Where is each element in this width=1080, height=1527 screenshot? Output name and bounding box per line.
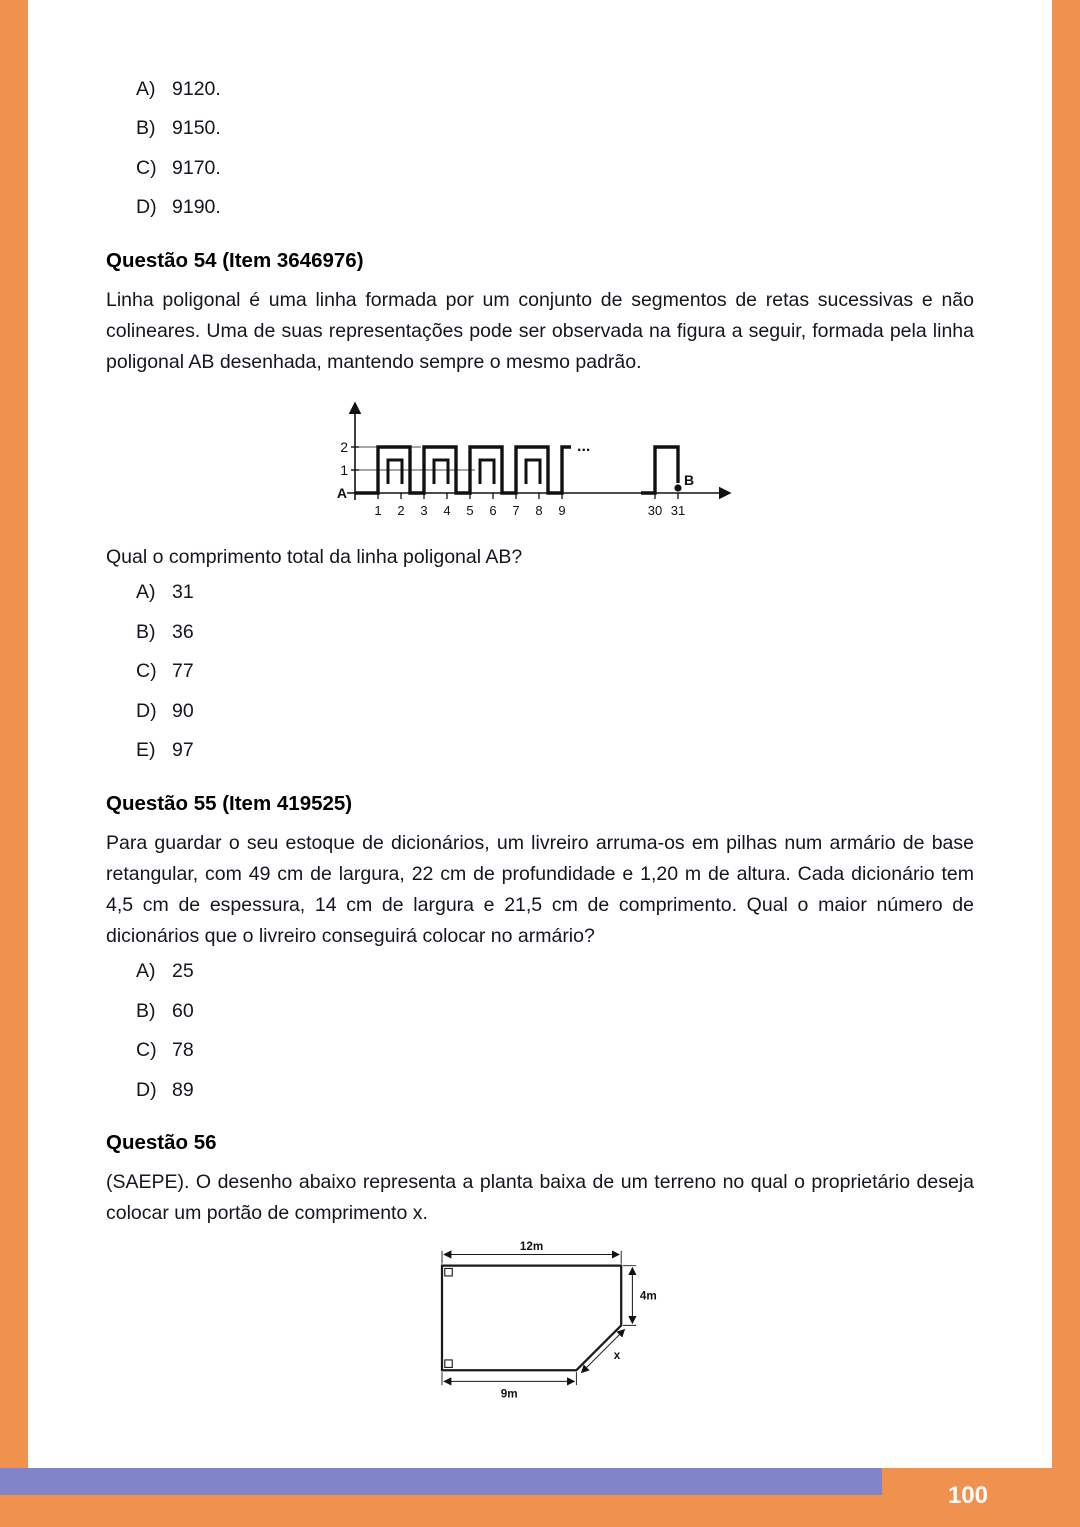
option-text: 31 xyxy=(172,581,194,604)
option-text: 89 xyxy=(172,1078,194,1101)
option-a xyxy=(136,78,974,100)
question-54-options xyxy=(106,581,974,761)
option-text: 25 xyxy=(172,960,194,983)
question-55-body: Para guardar o seu estoque de dicionários, um livreiro arruma-os em pilhas num armário de base retangular, com 49 cm de largura, 22 cm de profundidade e 1,20 m de altura. Cada dicionário tem 4,5 cm de espessura, 14 cm de largura e 21,5 cm de comprimento. Qual o maior número de dicionários que o livreiro conseguirá colocar no armário? xyxy=(106,831,974,948)
option-text: 78 xyxy=(172,1039,194,1062)
polygonal-line-diagram xyxy=(325,388,755,523)
option-c xyxy=(136,660,974,682)
page-content xyxy=(28,0,1052,1468)
option-label: C) xyxy=(136,660,157,683)
question-54-figure xyxy=(106,388,974,528)
question-55-options xyxy=(106,960,974,1101)
option-label: D) xyxy=(136,196,157,219)
option-b xyxy=(136,1000,974,1022)
x-label-5: 5 xyxy=(466,503,474,519)
x-label-7: 7 xyxy=(512,503,520,519)
option-text: 36 xyxy=(172,620,194,643)
dim-label-bottom: 9m xyxy=(500,1387,518,1401)
x-label-8: 8 xyxy=(535,503,543,519)
question-56-figure xyxy=(106,1241,974,1426)
point-b-dot xyxy=(674,485,681,492)
floor-plan-diagram xyxy=(400,1241,680,1421)
option-a xyxy=(136,581,974,603)
page-footer xyxy=(0,1468,1080,1527)
option-text: 97 xyxy=(172,739,194,762)
option-text: 9190. xyxy=(172,196,221,219)
option-label: B) xyxy=(136,620,156,643)
dim-label-top: 12m xyxy=(519,1241,544,1254)
question-56-heading: Questão 56 xyxy=(106,1130,217,1154)
origin-label-a: A xyxy=(336,485,347,502)
corner-mark-top-left xyxy=(445,1269,452,1276)
option-text: 77 xyxy=(172,660,194,683)
option-b xyxy=(136,117,974,139)
option-label: A) xyxy=(136,581,156,604)
previous-question-options xyxy=(106,78,974,219)
option-d xyxy=(136,700,974,722)
option-label: A) xyxy=(136,78,156,100)
x-label-6: 6 xyxy=(489,503,497,519)
question-55-heading: Questão 55 (Item 419525) xyxy=(106,791,353,815)
option-text: 9170. xyxy=(172,156,221,179)
option-b xyxy=(136,621,974,643)
x-label-9: 9 xyxy=(558,503,566,519)
page-border-right xyxy=(1052,0,1080,1527)
option-c xyxy=(136,157,974,179)
point-b-label: B xyxy=(684,472,695,489)
corner-mark-bottom-left xyxy=(445,1360,452,1367)
question-54-body: Linha poligonal é uma linha formada por um conjunto de segmentos de retas sucessivas e não colineares. Uma de suas representações pode ser observada na figura a seguir, formada pela linha poligonal AB desenhada, mantendo sempre o mesmo padrão. xyxy=(106,288,974,374)
option-label: B) xyxy=(136,999,156,1022)
page-number: 100 xyxy=(947,1482,988,1509)
x-label-1: 1 xyxy=(374,503,382,519)
y-label-2: 2 xyxy=(340,439,348,456)
x-label-31: 31 xyxy=(670,503,686,519)
polygonal-line-end-piece xyxy=(641,447,678,493)
extension-lines xyxy=(442,1251,636,1385)
question-54-heading: Questão 54 (Item 3646976) xyxy=(106,248,364,272)
x-label-2: 2 xyxy=(397,503,405,519)
footer-purple-bar xyxy=(0,1468,882,1495)
option-text: 9150. xyxy=(172,117,221,140)
x-label-30: 30 xyxy=(647,503,663,519)
dim-label-right: 4m xyxy=(639,1289,657,1303)
option-label: D) xyxy=(136,1078,157,1101)
question-54-prompt: Qual o comprimento total da linha poligonal AB? xyxy=(106,546,523,569)
option-label: B) xyxy=(136,117,156,140)
x-label-3: 3 xyxy=(420,503,428,519)
page-border-left xyxy=(0,0,28,1527)
option-label: E) xyxy=(136,739,156,762)
option-label: D) xyxy=(136,699,157,722)
terrain-outline xyxy=(442,1266,621,1371)
option-text: 9120. xyxy=(172,78,221,100)
x-label-4: 4 xyxy=(443,503,451,519)
option-d xyxy=(136,1079,974,1101)
question-56-body: (SAEPE). O desenho abaixo representa a planta baixa de um terreno no qual o proprietário deseja colocar um portão de comprimento x. xyxy=(106,1170,974,1225)
option-label: C) xyxy=(136,156,157,179)
y-label-1: 1 xyxy=(340,462,348,479)
option-label: A) xyxy=(136,960,156,983)
option-text: 60 xyxy=(172,999,194,1022)
option-d xyxy=(136,196,974,218)
ellipsis-label: ... xyxy=(577,438,591,456)
option-text: 90 xyxy=(172,699,194,722)
option-a xyxy=(136,960,974,982)
option-c xyxy=(136,1039,974,1061)
option-label: C) xyxy=(136,1039,157,1062)
option-e xyxy=(136,739,974,761)
dim-label-diagonal: x xyxy=(613,1349,621,1363)
